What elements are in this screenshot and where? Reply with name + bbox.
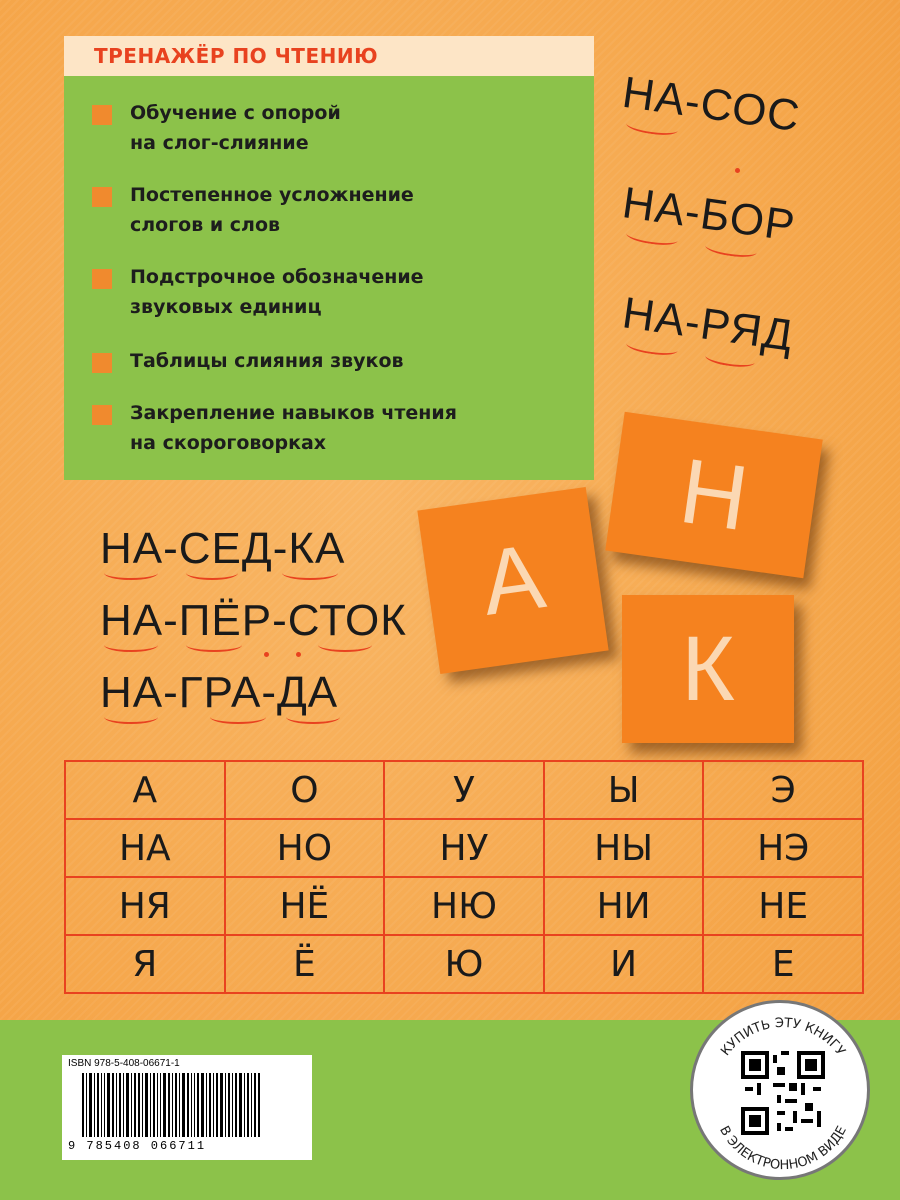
table-cell: И xyxy=(544,935,704,993)
table-cell: НЮ xyxy=(384,877,544,935)
syllable-word: НА-ГРА-ДА xyxy=(100,668,339,717)
table-row xyxy=(65,935,863,993)
feature-line: слогов и слов xyxy=(130,214,281,236)
isbn-label: ISBN 978-5-408-06671-1 xyxy=(68,1058,180,1069)
qr-badge[interactable] xyxy=(690,1000,870,1180)
syllable-table xyxy=(64,760,864,994)
feature-line: Закрепление навыков чтения xyxy=(130,402,457,424)
syllable-arc xyxy=(186,638,242,652)
syllable-arc xyxy=(104,638,158,652)
syllable-arc xyxy=(210,710,266,724)
syllable-arc xyxy=(104,566,158,580)
table-cell: О xyxy=(225,761,385,819)
square-bullet-icon xyxy=(92,353,112,373)
qr-bottom-text: В ЭЛЕКТРОННОМ ВИДЕ xyxy=(716,1123,850,1174)
feature-item xyxy=(92,98,572,158)
qr-code-icon[interactable] xyxy=(741,1051,825,1135)
barcode xyxy=(62,1055,312,1160)
qr-top-text: КУПИТЬ ЭТУ КНИГУ xyxy=(718,1015,848,1059)
syllable-word: НА-РЯД xyxy=(619,288,797,361)
feature-item xyxy=(92,262,572,322)
feature-line: звуковых единиц xyxy=(130,296,322,318)
tile-letter: К xyxy=(681,617,735,720)
sound-dot xyxy=(264,652,269,657)
syllable-word: НА-СЕД-КА xyxy=(100,524,346,573)
feature-item xyxy=(92,180,572,240)
sound-dot xyxy=(296,652,301,657)
letter-tile-k xyxy=(622,595,794,743)
feature-line: на скороговорках xyxy=(130,432,327,454)
feature-item xyxy=(92,346,572,376)
feature-line: Подстрочное обозначение xyxy=(130,266,424,288)
table-cell: Ю xyxy=(384,935,544,993)
table-cell: НО xyxy=(225,819,385,877)
tile-letter: А xyxy=(475,525,551,635)
feature-line: на слог-слияние xyxy=(130,132,309,154)
table-cell: НЯ xyxy=(65,877,225,935)
tile-letter: Н xyxy=(674,439,755,550)
syllable-arc xyxy=(186,566,238,580)
syllable-arc xyxy=(318,638,372,652)
table-cell: Э xyxy=(703,761,863,819)
table-cell: НА xyxy=(65,819,225,877)
square-bullet-icon xyxy=(92,105,112,125)
sound-dot xyxy=(735,168,740,173)
table-cell: А xyxy=(65,761,225,819)
table-row xyxy=(65,761,863,819)
feature-line: Постепенное усложнение xyxy=(130,184,414,206)
table-cell: Я xyxy=(65,935,225,993)
table-row xyxy=(65,877,863,935)
table-cell: НЕ xyxy=(703,877,863,935)
barcode-digits: 9 785408 066711 xyxy=(68,1139,207,1153)
syllable-arc xyxy=(104,710,158,724)
barcode-bars-icon xyxy=(82,1073,300,1137)
table-cell: Е xyxy=(703,935,863,993)
syllable-word: НА-БОР xyxy=(619,178,799,251)
features-panel xyxy=(64,76,594,480)
letter-tile-n xyxy=(605,412,823,578)
feature-line: Обучение с опорой xyxy=(130,102,341,124)
book-title-bar xyxy=(64,36,594,76)
table-row xyxy=(65,819,863,877)
table-cell: НУ xyxy=(384,819,544,877)
table-cell: У xyxy=(384,761,544,819)
syllable-word: НА-СОС xyxy=(619,67,804,142)
table-cell: НЁ xyxy=(225,877,385,935)
table-cell: НЫ xyxy=(544,819,704,877)
square-bullet-icon xyxy=(92,187,112,207)
table-cell: Ы xyxy=(544,761,704,819)
table-cell: НИ xyxy=(544,877,704,935)
table-cell: Ё xyxy=(225,935,385,993)
square-bullet-icon xyxy=(92,405,112,425)
feature-item xyxy=(92,398,572,458)
book-title: ТРЕНАЖЁР ПО ЧТЕНИЮ xyxy=(94,44,379,68)
syllable-arc xyxy=(286,710,340,724)
syllable-arc xyxy=(282,566,338,580)
table-cell: НЭ xyxy=(703,819,863,877)
feature-line: Таблицы слияния звуков xyxy=(130,350,404,372)
square-bullet-icon xyxy=(92,269,112,289)
letter-tile-a xyxy=(417,487,608,674)
syllable-word: НА-ПЁР-СТОК xyxy=(100,596,407,645)
